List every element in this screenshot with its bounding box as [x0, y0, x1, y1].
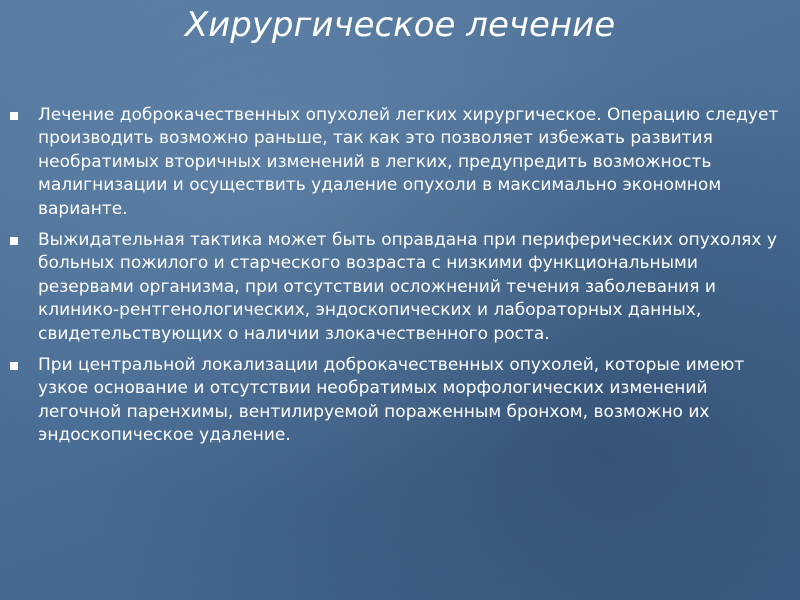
bullet-list — [8, 104, 792, 456]
bullet-text: Лечение доброкачественных опухолей легких хирургическое. Операцию следует производить возможно раньше, так как это позволяет избежать развития необратимых вторичных изменений в легких, предупредить возможность малигнизации и осуществить удаление опухоли в максимально экономном варианте. — [38, 105, 779, 219]
bullet-item — [8, 229, 792, 346]
square-bullet-icon — [10, 237, 18, 245]
square-bullet-icon — [10, 112, 18, 120]
bullet-item — [8, 104, 792, 221]
bullet-text: При центральной локализации доброкачественных опухолей, которые имеют узкое основание и отсутствии необратимых морфологических изменений легочной паренхимы, вентилируемой пораженным бронхом, возможно их эндоскопическое удаление. — [38, 355, 745, 446]
bullet-text: Выжидательная тактика может быть оправдана при периферических опухолях у больных пожилого и старческого возраста с низкими функциональными резервами организма, при отсутствии осложнений течения заболевания и клинико-рентгенологических, эндоскопических и лабораторных данных, свидетельствующих о наличии злокачественного роста. — [38, 230, 777, 344]
square-bullet-icon — [10, 362, 18, 370]
slide-title: Хирургическое лечение — [184, 5, 616, 45]
bullet-item — [8, 354, 792, 448]
